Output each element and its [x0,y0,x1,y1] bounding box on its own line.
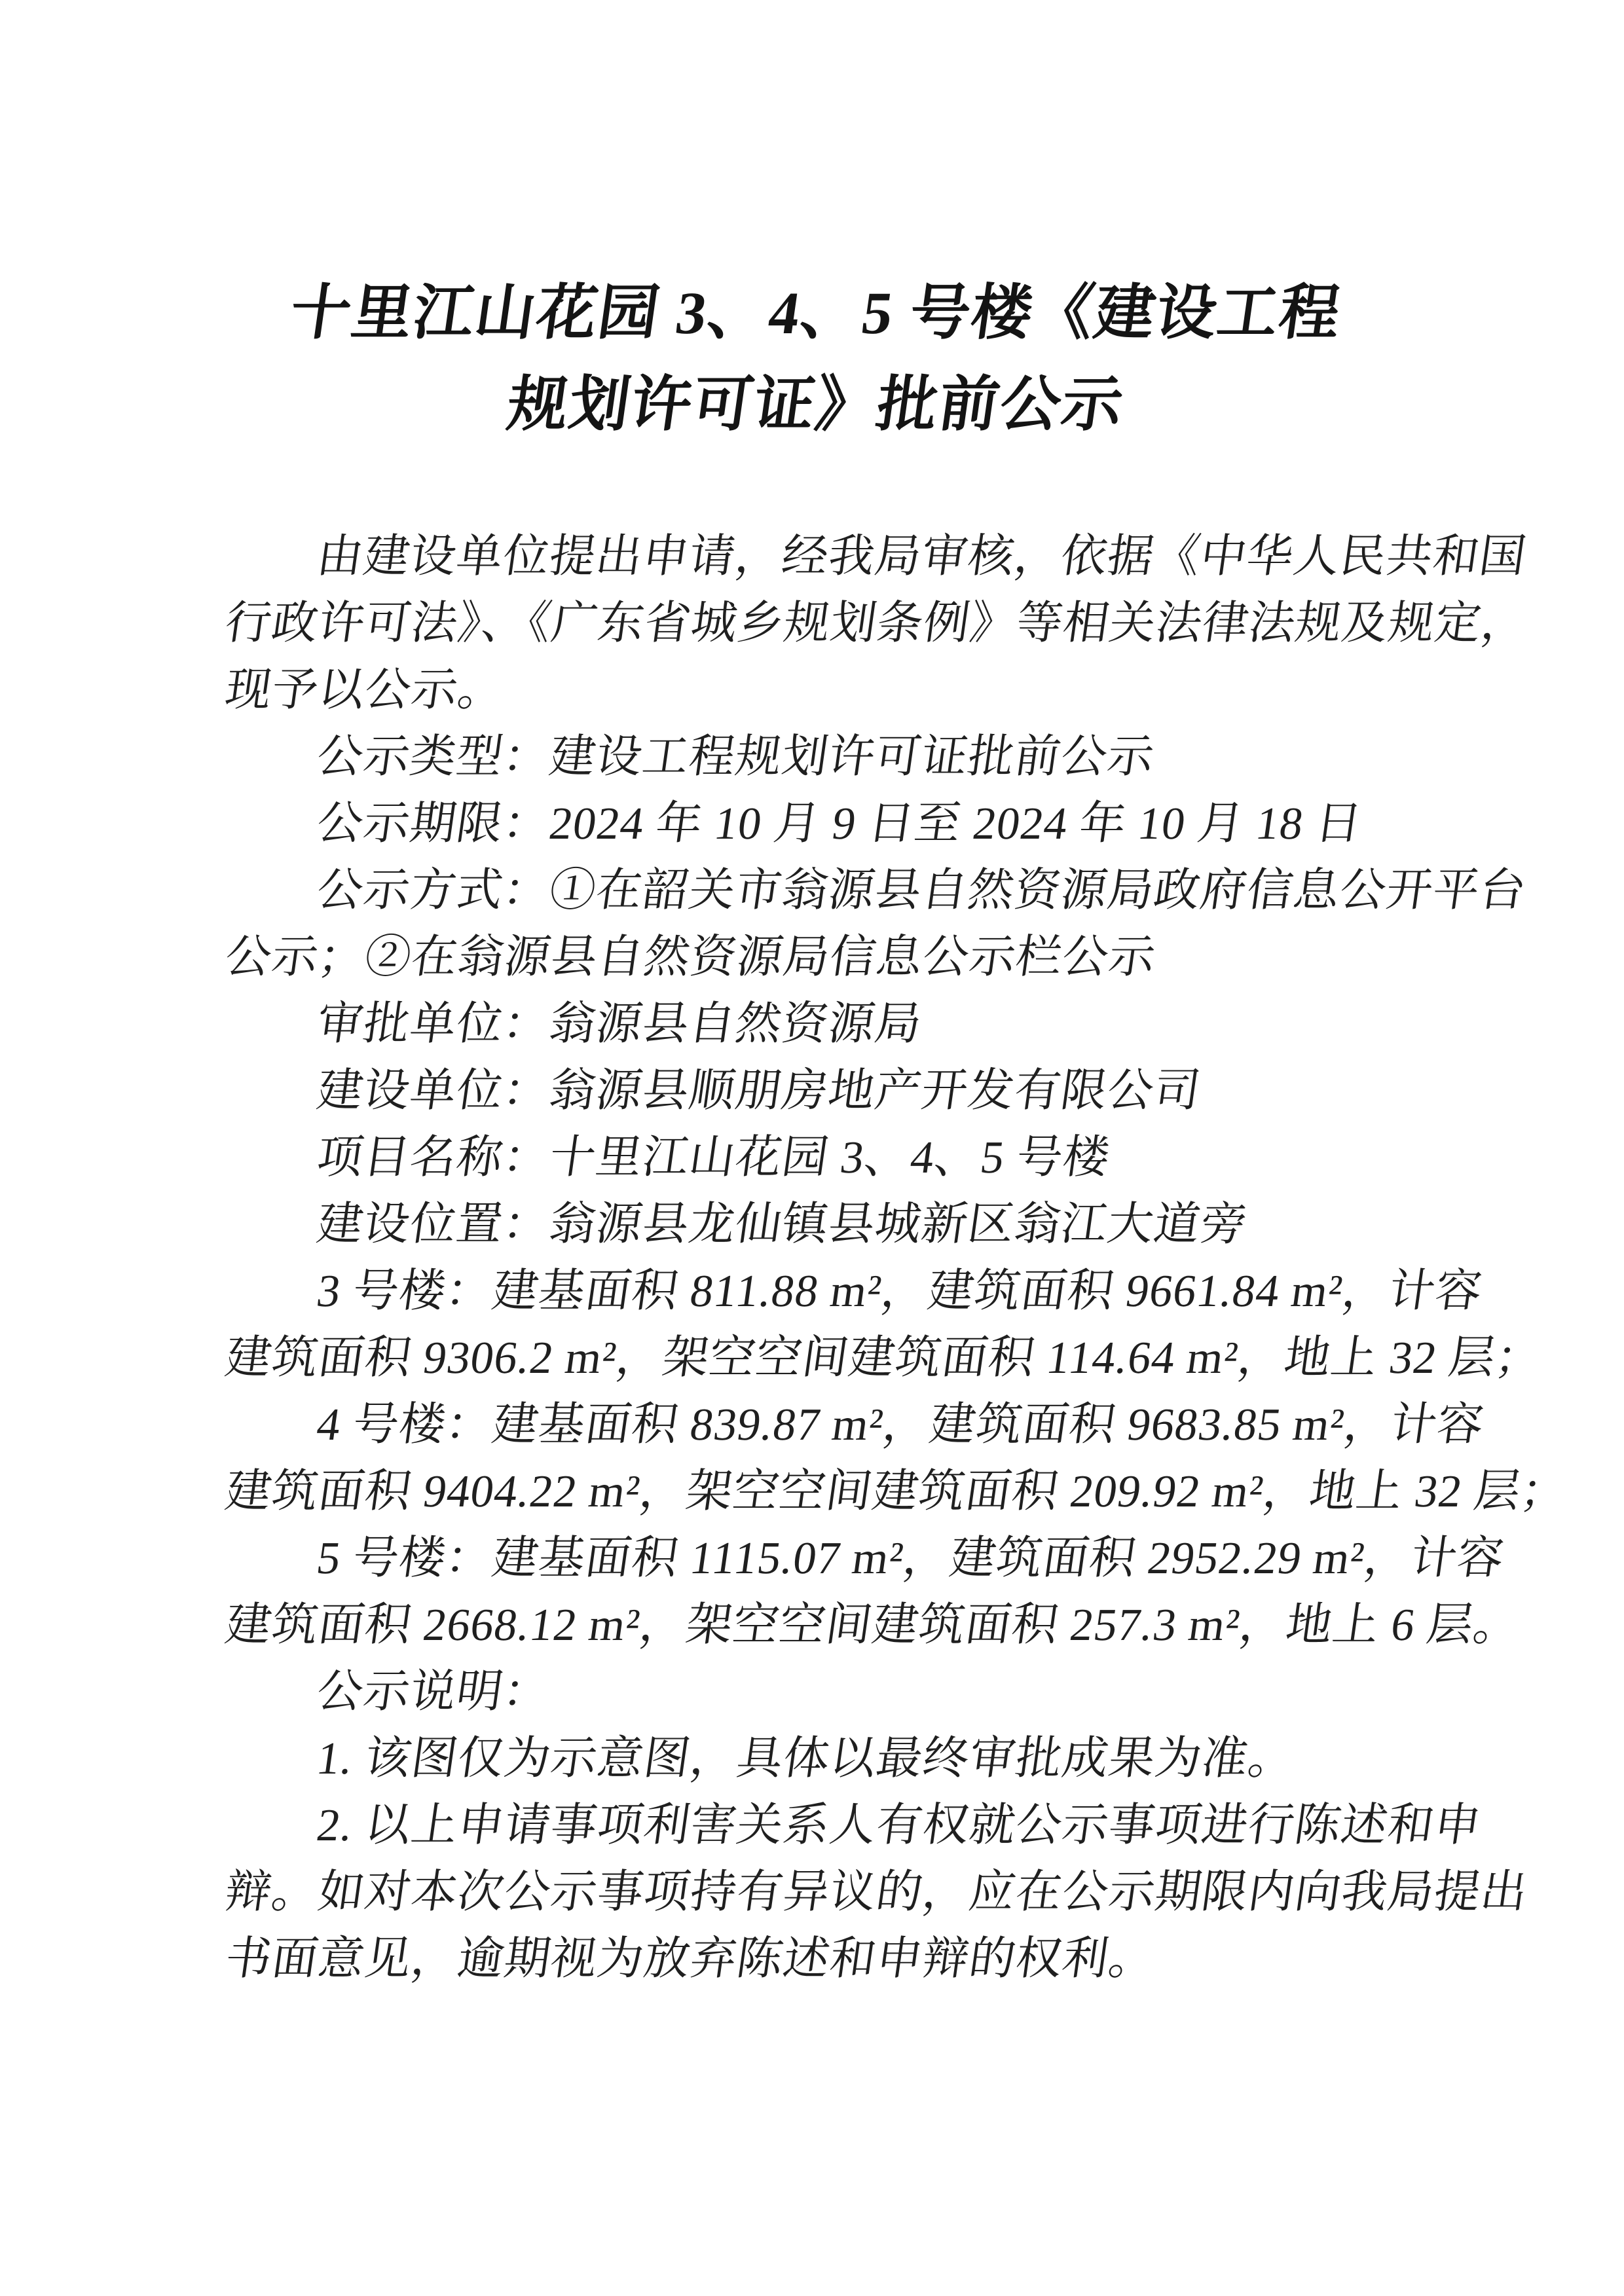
page-title-line: 十里江山花园 3、4、5 号楼《建设工程 [286,280,1346,346]
document-line: 建筑面积 9306.2 m²，架空空间建筑面积 114.64 m²，地上 32 层； [221,1333,1546,1383]
document-line: 公示；②在翁源县自然资源局信息公示栏公示 [221,932,1159,983]
document-line: 审批单位：翁源县自然资源局 [313,999,925,1049]
document-line: 建筑面积 2668.12 m²，架空空间建筑面积 257.3 m²，地上 6 层。 [221,1600,1524,1650]
document-line: 建设位置：翁源县龙仙镇县城新区翁江大道旁 [313,1199,1251,1250]
document-line: 现予以公示。 [221,665,508,716]
document-line: 由建设单位提出申请，经我局审核，依据《中华人民共和国 [313,532,1530,582]
document-line: 公示方式：①在韶关市翁源县自然资源局政府信息公开平台 [313,866,1530,916]
document-line: 书面意见，逾期视为放弃陈述和申辩的权利。 [221,1934,1159,1984]
document-line: 2. 以上申请事项利害关系人有权就公示事项进行陈述和申 [313,1800,1485,1851]
document-line: 5 号楼：建基面积 1115.07 m²，建筑面积 2952.29 m²，计容 [313,1533,1507,1584]
document-line: 建筑面积 9404.22 m²，架空空间建筑面积 209.92 m²，地上 32 层； [221,1467,1571,1517]
page-title-line: 规划许可证》批前公示 [503,371,1129,438]
document-line: 1. 该图仅为示意图，具体以最终审批成果为准。 [313,1734,1299,1784]
document-line: 行政许可法》、《广东省城乡规划条例》等相关法律法规及规定， [221,598,1532,649]
notice-body [221,524,1571,1993]
document-line: 公示期限：2024 年 10 月 9 日至 2024 年 10 月 18 日 [313,799,1366,849]
document-line: 4 号楼：建基面积 839.87 m²，建筑面积 9683.85 m²，计容 [313,1400,1488,1450]
document-line: 公示类型：建设工程规划许可证批前公示 [313,732,1158,782]
document-line: 公示说明： [313,1667,553,1717]
document-line: 3 号楼：建基面积 811.88 m²，建筑面积 9661.84 m²，计容 [313,1266,1486,1317]
document-line: 项目名称：十里江山花园 3、4、5 号楼 [313,1133,1113,1183]
document-line: 辩。如对本次公示事项持有异议的，应在公示期限内向我局提出 [221,1867,1531,1918]
page-title [79,267,1545,450]
document-line: 建设单位：翁源县顺朋房地产开发有限公司 [313,1066,1204,1116]
